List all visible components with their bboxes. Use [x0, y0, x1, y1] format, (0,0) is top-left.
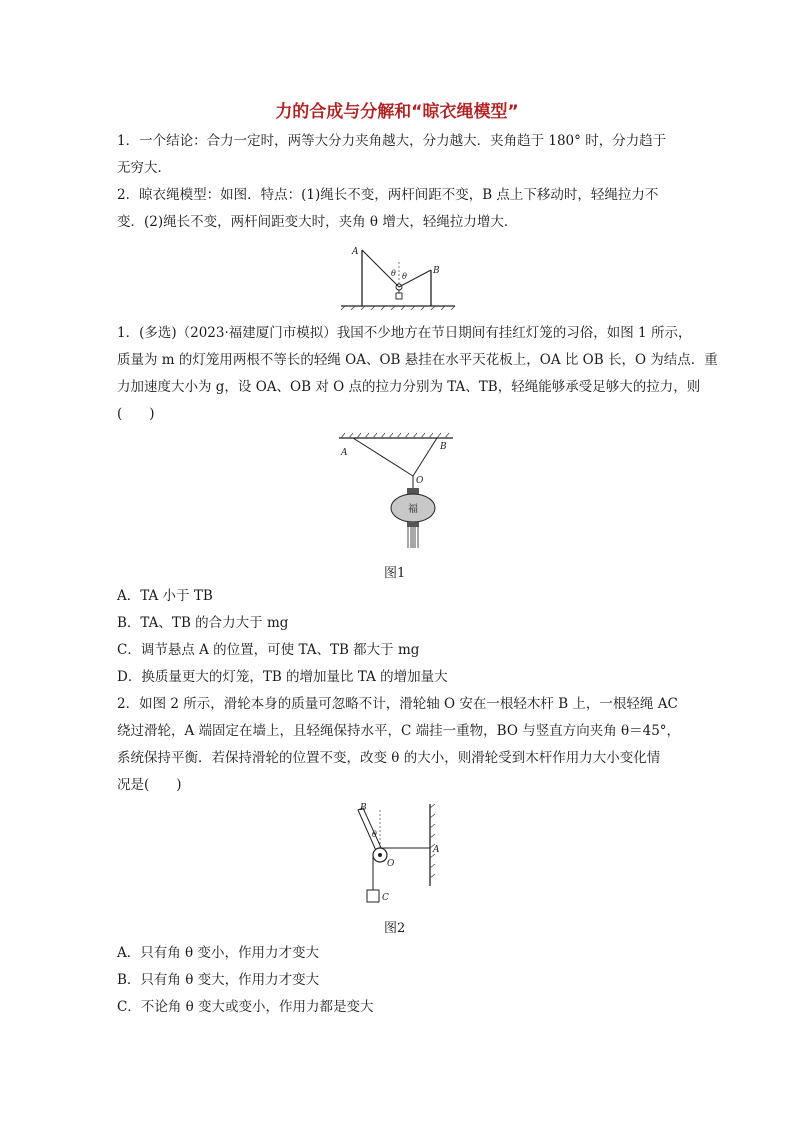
- label-a: A: [341, 448, 348, 458]
- q1-option-b: B．TA、TB 的合力大于 mg: [117, 615, 289, 631]
- pulley-figure: [350, 800, 450, 910]
- hanging-weight: [396, 293, 402, 299]
- label-b: B: [360, 803, 367, 813]
- label-o: O: [387, 859, 395, 869]
- q1-option-c: C．调节悬点 A 的位置，可使 TA、TB 都大于 mg: [117, 642, 420, 658]
- theta-label: θ: [372, 830, 377, 839]
- lantern-top-cap: [407, 488, 419, 494]
- q2-line-3: 系统保持平衡．若保持滑轮的位置不变，改变 θ 的大小，则滑轮受到木杆作用力大小变化情: [117, 750, 661, 766]
- label-b: B: [433, 266, 440, 276]
- q2-line-1: 2．如图 2 所示，滑轮本身的质量可忽略不计，滑轮轴 O 安在一根轻木杆 B 上，一根轻绳 AC: [117, 696, 678, 712]
- theta-right: θ: [402, 272, 407, 281]
- clothesline-model-figure: [335, 240, 460, 310]
- q2-line-4: 况是( ): [117, 777, 182, 793]
- intro-point-1-line-1: 1．一个结论：合力一定时，两等大分力夹角越大，分力越大．夹角趋于 180° 时，分力趋于: [117, 133, 667, 149]
- label-c: C: [382, 893, 389, 903]
- theta-left: θ: [391, 269, 396, 278]
- label-a: A: [433, 845, 440, 855]
- label-b: B: [440, 442, 447, 452]
- intro-point-2-line-1: 2．晾衣绳模型：如图．特点：(1)绳长不变，两杆间距不变，B 点上下移动时，轻绳拉力不: [117, 187, 659, 203]
- weight-c: [367, 890, 379, 902]
- lantern-tassels: [408, 527, 418, 548]
- rope-oa: [353, 438, 413, 476]
- q2-option-c: C．不论角 θ 变大或变小，作用力都是变大: [117, 999, 374, 1015]
- ceiling-hatching: [341, 433, 449, 438]
- intro-point-2-line-2: 变．(2)绳长不变，两杆间距变大时，夹角 θ 增大，轻绳拉力增大．: [117, 214, 518, 230]
- q1-line-1: 1．(多选)（2023·福建厦门市模拟）我国不少地方在节日期间有挂红灯笼的习俗，如图 1 所示，: [117, 325, 692, 341]
- lantern-figure: [333, 428, 458, 553]
- q2-option-a: A．只有角 θ 变小，作用力才变大: [117, 945, 319, 961]
- q1-line-2: 质量为 m 的灯笼用两根不等长的轻绳 OA、OB 悬挂在水平天花板上，OA 比 OB 长，O 为结点．重: [117, 352, 718, 368]
- figure-2-caption: 图2: [384, 921, 406, 936]
- rope-ob: [413, 438, 437, 476]
- q2-line-2: 绕过滑轮，A 端固定在墙上，且轻绳保持水平，C 端挂一重物，BO 与竖直方向夹角 θ＝45°，: [117, 723, 681, 739]
- pulley-axle-o: [378, 853, 382, 857]
- clothesline-rope: [362, 250, 431, 287]
- q1-option-a: A．TA 小于 TB: [117, 588, 213, 604]
- label-a: A: [352, 247, 359, 257]
- lantern-character: 福: [408, 504, 418, 515]
- q1-option-d: D．换质量更大的灯笼，TB 的增加量比 TA 的增加量大: [117, 669, 448, 685]
- q1-line-3: 力加速度大小为 g，设 OA、OB 对 O 点的拉力分别为 TA、TB，轻绳能够承受足够大的拉力，则: [117, 379, 701, 395]
- q2-option-b: B．只有角 θ 变大，作用力才变大: [117, 972, 320, 988]
- wall-hatching: [430, 804, 435, 878]
- intro-point-1-line-2: 无穷大．: [117, 160, 171, 176]
- page-title: 力的合成与分解和“晾衣绳模型”: [275, 102, 519, 122]
- figure-1-caption: 图1: [384, 566, 406, 581]
- lantern-bottom-cap: [407, 522, 419, 527]
- label-o: O: [416, 476, 424, 486]
- q1-line-4: ( ): [117, 406, 155, 422]
